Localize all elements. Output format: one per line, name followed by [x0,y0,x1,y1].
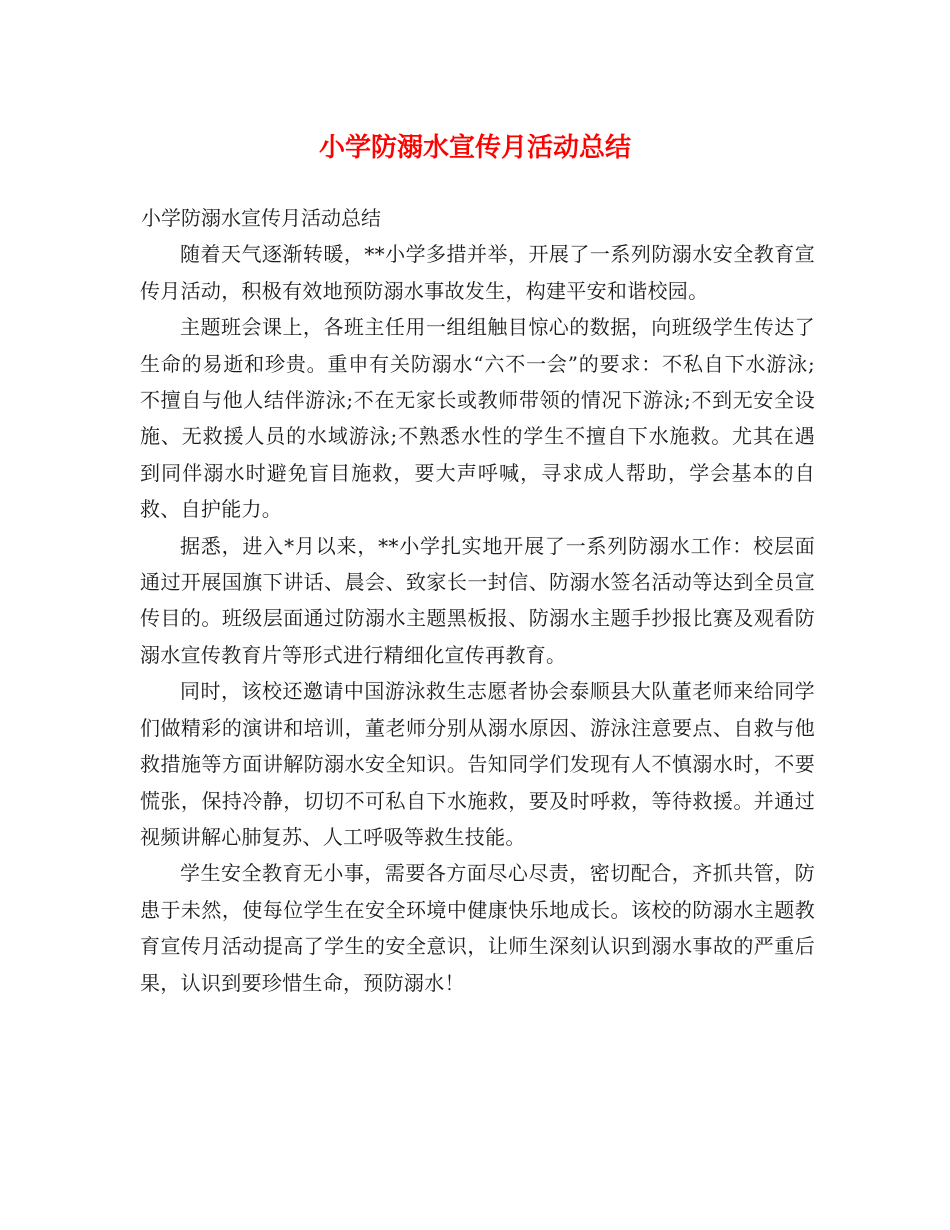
paragraph-school-work: 据悉，进入*月以来，**小学扎实地开展了一系列防溺水工作：校层面通过开展国旗下讲话、晨会、致家长一封信、防溺水签名活动等达到全员宣传目的。班级层面通过防溺水主题黑板报、防溺水主题手抄报比赛及观看防溺水宣传教育片等形式进行精细化宣传再教育。 [140,533,815,667]
paragraph-conclusion: 学生安全教育无小事，需要各方面尽心尽责，密切配合，齐抓共管，防患于未然，使每位学生在安全环境中健康快乐地成长。该校的防溺水主题教育宣传月活动提高了学生的安全意识，让师生深刻认识到溺水事故的严重后果，认识到要珍惜生命，预防溺水！ [140,861,815,995]
paragraph-training: 同时，该校还邀请中国游泳救生志愿者协会泰顺县大队董老师来给同学们做精彩的演讲和培训，董老师分别从溺水原因、游泳注意要点、自救与他救措施等方面讲解防溺水安全知识。告知同学们发现有人不慎溺水时，不要慌张，保持冷静，切切不可私自下水施救，要及时呼救，等待救援。并通过视频讲解心肺复苏、人工呼吸等救生技能。 [140,679,815,849]
document-body [140,200,815,1001]
paragraph-intro: 随着天气逐渐转暖，**小学多措并举，开展了一系列防溺水安全教育宣传月活动，积极有效地预防溺水事故发生，构建平安和谐校园。 [140,242,815,303]
document-subtitle: 小学防溺水宣传月活动总结 [141,206,381,230]
paragraph-class-meeting: 主题班会课上，各班主任用一组组触目惊心的数据，向班级学生传达了生命的易逝和珍贵。重申有关防溺水“六不一会”的要求：不私自下水游泳;不擅自与他人结伴游泳;不在无家长或教师带领的情况下游泳;不到无安全设施、无救援人员的水域游泳;不熟悉水性的学生不擅自下水施救。尤其在遇到同伴溺水时避免盲目施救，要大声呼喊，寻求成人帮助，学会基本的自救、自护能力。 [140,315,815,522]
document-title: 小学防溺水宣传月活动总结 [318,133,631,163]
